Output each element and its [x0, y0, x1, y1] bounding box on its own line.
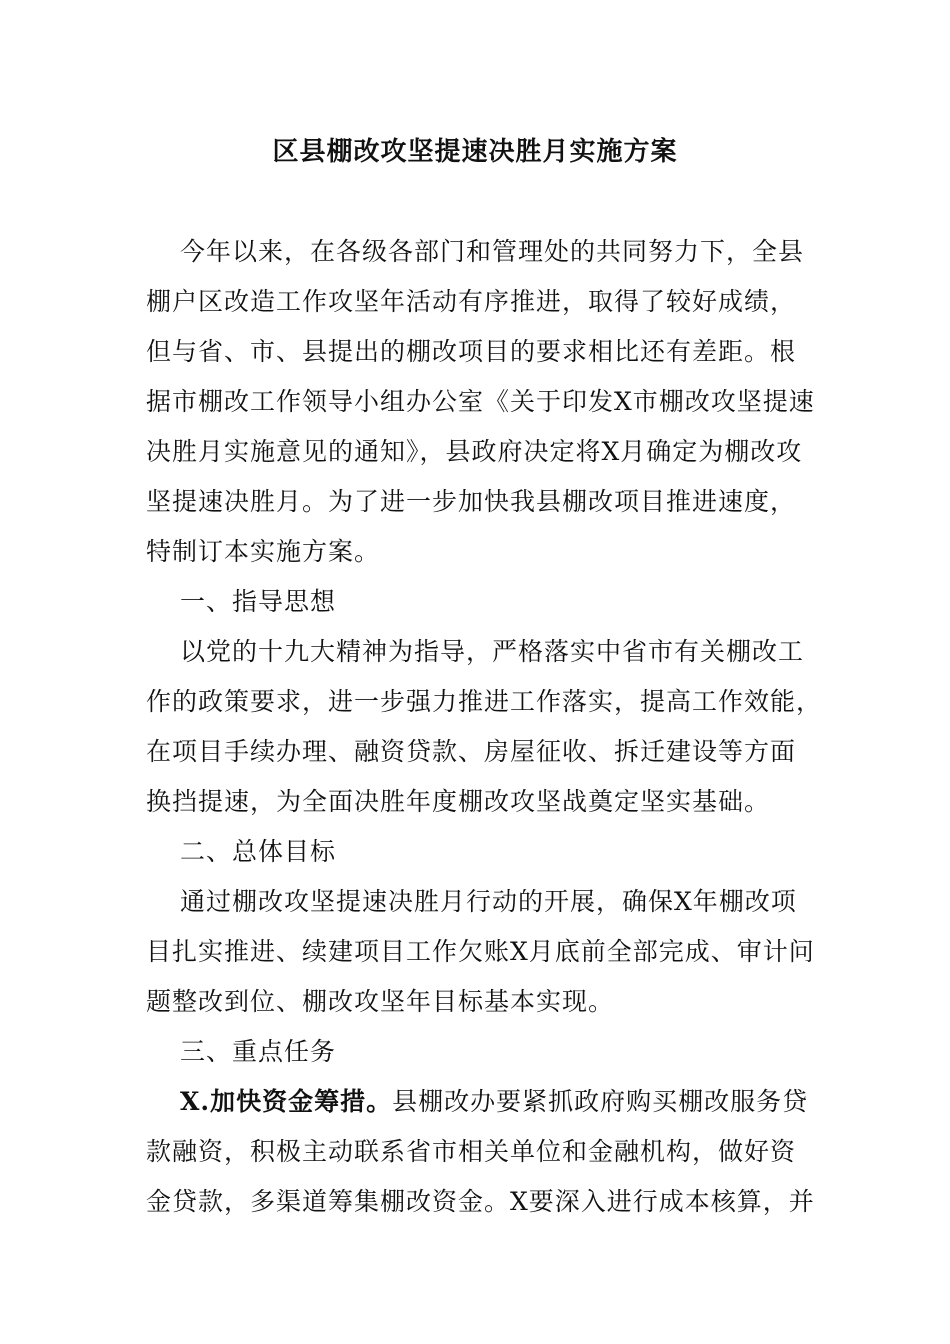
- task-text: 县棚改办要紧抓政府购买棚改服务贷: [392, 1087, 809, 1116]
- section2-line-2: 目扎实推进、续建项目工作欠账X月底前全部完成、审计问: [146, 937, 815, 966]
- document-title: 区县棚改攻坚提速决胜月实施方案: [272, 137, 678, 167]
- section1-line-3: 在项目手续办理、融资贷款、房屋征收、拆迁建设等方面: [146, 737, 797, 766]
- section1-line-4: 换挡提速，为全面决胜年度棚改攻坚战奠定坚实基础。: [146, 787, 771, 816]
- section3-line-1: [180, 1082, 808, 1122]
- section3-line-3: 金贷款，多渠道筹集棚改资金。X要深入进行成本核算，并: [146, 1187, 815, 1216]
- task-heading-bold: X.加快资金筹措。: [180, 1087, 393, 1116]
- intro-line-1: 今年以来，在各级各部门和管理处的共同努力下，全县: [180, 237, 805, 266]
- intro-line-5: 决胜月实施意见的通知》，县政府决定将X月确定为棚改攻: [146, 437, 803, 466]
- section1-line-2: 作的政策要求，进一步强力推进工作落实，提高工作效能，: [146, 687, 823, 716]
- section2-line-1: 通过棚改攻坚提速决胜月行动的开展，确保X年棚改项: [180, 887, 797, 916]
- section1-line-1: 以党的十九大精神为指导，严格落实中省市有关棚改工: [180, 637, 805, 666]
- section-heading-3: 三、重点任务: [180, 1037, 337, 1066]
- section2-line-3: 题整改到位、棚改攻坚年目标基本实现。: [146, 987, 615, 1016]
- section3-line-2: 款融资，积极主动联系省市相关单位和金融机构，做好资: [146, 1137, 797, 1166]
- intro-line-2: 棚户区改造工作攻坚年活动有序推进，取得了较好成绩，: [146, 287, 797, 316]
- section-heading-1: 一、指导思想: [180, 587, 337, 616]
- intro-line-4: 据市棚改工作领导小组办公室《关于印发X市棚改攻坚提速: [146, 387, 815, 416]
- intro-line-7: 特制订本实施方案。: [146, 537, 381, 566]
- section-heading-2: 二、总体目标: [180, 837, 337, 866]
- intro-line-6: 坚提速决胜月。为了进一步加快我县棚改项目推进速度，: [146, 487, 797, 516]
- intro-line-3: 但与省、市、县提出的棚改项目的要求相比还有差距。根: [146, 337, 797, 366]
